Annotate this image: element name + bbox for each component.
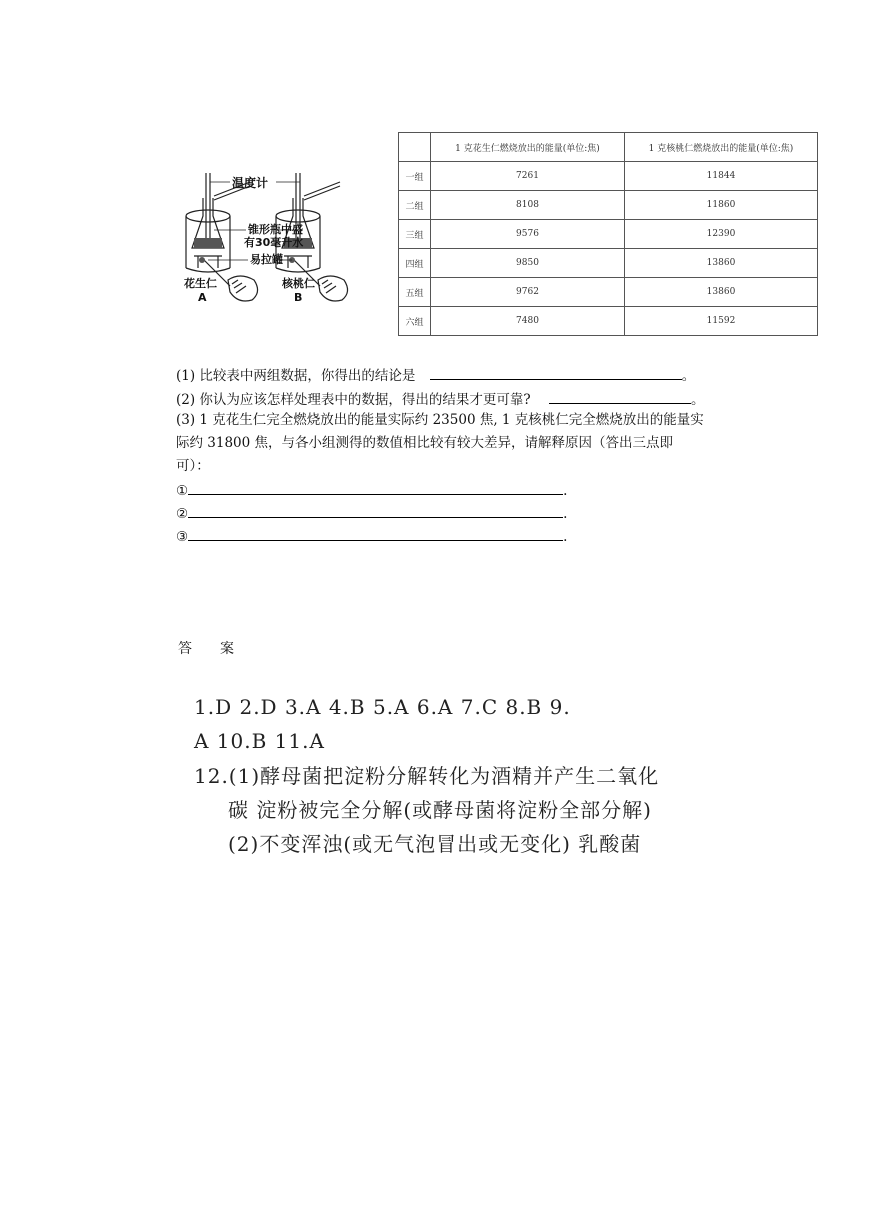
table-cell: 11592 [625,307,818,336]
right-sample-letter: B [294,291,303,304]
reason-3-blank[interactable] [188,526,563,541]
reason-2-blank[interactable] [188,503,563,518]
reason-3-marker: ③ [176,529,189,545]
table-cell: 三组 [399,220,431,249]
table-row [399,191,818,220]
table-row [399,307,818,336]
left-sample-letter: A [198,291,207,304]
question-3-line-2: 际约 31800 焦，与各小组测得的数值相比较有较大差异，请解释原因（答出三点即 [176,435,674,451]
question-1 [176,365,695,384]
table-cell: 12390 [625,220,818,249]
answers-line-3: 12.(1)酵母菌把淀粉分解转化为酒精并产生二氧化 [194,764,660,788]
question-3-line-3: 可）： [176,458,210,474]
table-cell: 11860 [625,191,818,220]
question-1-text: (1) 比较表中两组数据，你得出的结论是 [176,368,416,384]
reason-1-end: . [563,483,568,499]
flask-label-line2: 有30毫升水 [244,236,304,249]
table-cell: 四组 [399,249,431,278]
table-row [399,162,818,191]
reason-1 [176,480,567,499]
table-header-cell: 1 克核桃仁燃烧放出的能量(单位:焦) [625,133,818,162]
flask-label-line1: 锥形瓶中盛 [248,223,303,236]
table-header-row [399,133,818,162]
question-2 [176,389,704,408]
table-header-cell [399,133,431,162]
reason-2 [176,503,567,522]
table-cell: 二组 [399,191,431,220]
answers-line-1: 1.D 2.D 3.A 4.B 5.A 6.A 7.C 8.B 9. [194,695,571,719]
answers-line-4: 碳 淀粉被完全分解(或酵母菌将淀粉全部分解) [228,798,652,822]
question-2-text: (2) 你认为应该怎样处理表中的数据，得出的结果才更可靠? [176,392,531,408]
answers-line-2: A 10.B 11.A [194,729,325,753]
table-cell: 7480 [431,307,625,336]
right-sample-label: 核桃仁 [282,277,315,290]
reason-3 [176,526,567,545]
question-2-end: 。 [690,392,705,408]
table-cell: 13860 [625,249,818,278]
table-cell: 8108 [431,191,625,220]
answer-blank-1[interactable] [430,365,682,380]
reason-1-marker: ① [176,483,189,499]
question-1-end: 。 [681,368,696,384]
table-row [399,249,818,278]
apparatus-figure [170,168,370,318]
table-row [399,278,818,307]
table-cell: 一组 [399,162,431,191]
answer-heading [178,638,262,658]
table-header-cell: 1 克花生仁燃烧放出的能量(单位:焦) [431,133,625,162]
can-label: 易拉罐 [250,253,283,266]
table-cell: 11844 [625,162,818,191]
reason-2-end: . [563,506,568,522]
table-cell: 五组 [399,278,431,307]
energy-data-table [398,132,818,336]
table-cell: 六组 [399,307,431,336]
table-cell: 9762 [431,278,625,307]
table-cell: 9850 [431,249,625,278]
reason-2-marker: ② [176,506,189,522]
answers-line-5: (2)不变浑浊(或无气泡冒出或无变化) 乳酸菌 [228,832,642,856]
thermometer-label: 温度计 [232,176,269,190]
reason-1-blank[interactable] [188,480,563,495]
answer-heading-char-1: 答 [178,641,192,657]
reason-3-end: . [563,529,568,545]
answer-heading-char-2: 案 [220,641,234,657]
table-cell: 9576 [431,220,625,249]
question-3-line-1: (3) 1 克花生仁完全燃烧放出的能量实际约 23500 焦, 1 克核桃仁完全燃烧放出的能量实 [176,412,704,428]
table-cell: 13860 [625,278,818,307]
table-cell: 7261 [431,162,625,191]
left-sample-label: 花生仁 [184,277,217,290]
answer-blank-2[interactable] [549,389,691,404]
table-row [399,220,818,249]
